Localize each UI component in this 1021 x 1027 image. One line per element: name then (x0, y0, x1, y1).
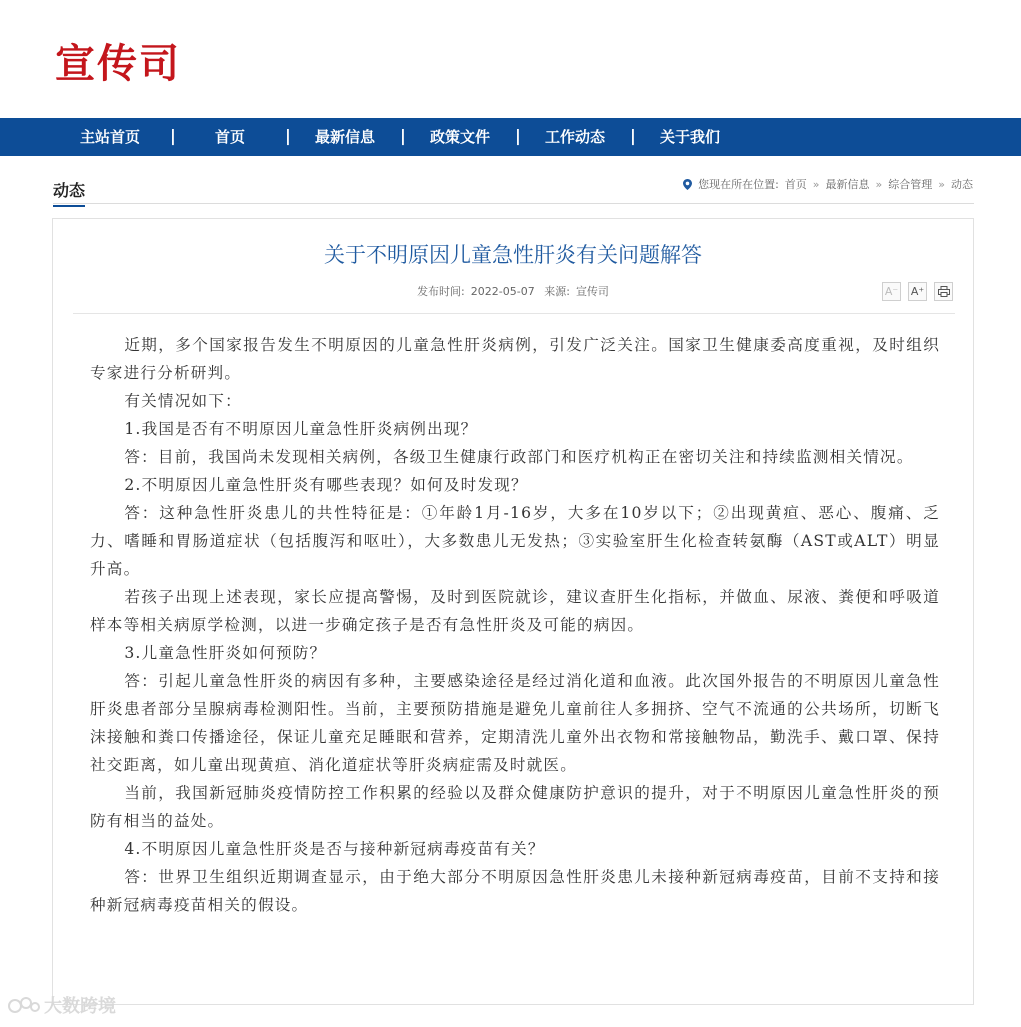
nav-item-work-news[interactable]: 工作动态 (544, 128, 605, 146)
source-label: 来源: (544, 285, 570, 298)
paragraph: 答：引起儿童急性肝炎的病因有多种，主要感染途径是经过消化道和血液。此次国外报告的不明原因儿童急性肝炎患者部分呈腺病毒检测阳性。当前，主要预防措施是避免儿童前往人多拥挤、空气不流通的公共场所，切断飞沫接触和粪口传播途径，保证儿童充足睡眠和营养，定期清洗儿童外出衣物和常接触物品，勤洗手、戴口罩、保持社交距离，如儿童出现黄疸、消化道症状等肝炎病症需及时就医。 (90, 672, 940, 774)
breadcrumb-item-latest[interactable]: 最新信息 (825, 178, 870, 191)
publish-date: 2022-05-07 (470, 285, 535, 298)
section-divider (53, 203, 974, 204)
watermark-text: 大数跨境 (44, 996, 116, 1017)
nav-item-latest[interactable]: 最新信息 (314, 128, 375, 146)
breadcrumb-prefix: 您现在所在位置: (698, 178, 779, 191)
nav-separator: | (285, 126, 291, 145)
watermark (8, 992, 116, 1018)
paragraph: 近期，多个国家报告发生不明原因的儿童急性肝炎病例，引发广泛关注。国家卫生健康委高度重视，及时组织专家进行分析研判。 (90, 336, 940, 382)
print-button[interactable] (934, 282, 953, 301)
paragraph: 1.我国是否有不明原因儿童急性肝炎病例出现？ (124, 420, 478, 438)
main-nav (0, 118, 1021, 156)
paragraph: 答：世界卫生组织近期调查显示，由于绝大部分不明原因急性肝炎患儿未接种新冠病毒疫苗，目前不支持和接种新冠病毒疫苗相关的假设。 (90, 868, 940, 914)
paragraph: 当前，我国新冠肺炎疫情防控工作积累的经验以及群众健康防护意识的提升，对于不明原因儿童急性肝炎的预防有相当的益处。 (90, 784, 940, 830)
breadcrumb (683, 176, 973, 192)
nav-separator: | (170, 126, 176, 145)
paragraph: 2.不明原因儿童急性肝炎有哪些表现？如何及时发现？ (124, 476, 528, 494)
meta-divider (73, 313, 955, 314)
breadcrumb-item-current: 动态 (951, 178, 973, 191)
paragraph: 答：这种急性肝炎患儿的共性特征是：①年龄1月-16岁，大多在10岁以下；②出现黄疸、恶心、腹痛、乏力、嗜睡和胃肠道症状（包括腹泻和呕吐），大多数患儿无发热；③实验室肝生化检查转氨酶（AST或ALT）明显升高。 (90, 504, 940, 578)
breadcrumb-separator: » (875, 177, 883, 191)
site-header (0, 0, 1021, 118)
paragraph: 若孩子出现上述表现，家长应提高警惕，及时到医院就诊，建议查肝生化指标，并做血、尿液、粪便和呼吸道样本等相关病原学检测，以进一步确定孩子是否有急性肝炎及可能的病因。 (90, 588, 940, 634)
date-label: 发布时间: (417, 285, 465, 298)
article-source: 宣传司 (575, 285, 609, 298)
nav-item-home[interactable]: 首页 (214, 128, 245, 146)
paragraph: 有关情况如下： (124, 392, 242, 410)
article-meta (53, 283, 973, 299)
watermark-logo-icon (8, 996, 40, 1014)
nav-separator: | (400, 126, 406, 145)
location-pin-icon (683, 179, 692, 190)
article-body (90, 331, 940, 919)
article-tools (882, 282, 953, 301)
font-smaller-button[interactable]: A⁻ (882, 282, 901, 301)
article-title: 关于不明原因儿童急性肝炎有关问题解答 (324, 243, 702, 267)
article-container (52, 218, 974, 1005)
font-larger-button[interactable]: A⁺ (908, 282, 927, 301)
nav-item-policy[interactable]: 政策文件 (429, 128, 490, 146)
breadcrumb-separator: » (938, 177, 945, 191)
paragraph: 4.不明原因儿童急性肝炎是否与接种新冠病毒疫苗有关？ (124, 840, 545, 858)
print-icon (938, 286, 950, 297)
breadcrumb-separator: » (812, 177, 820, 191)
nav-separator: | (630, 126, 636, 145)
nav-separator: | (515, 126, 521, 145)
paragraph: 3.儿童急性肝炎如何预防？ (124, 644, 327, 662)
section-title: 动态 (53, 178, 85, 207)
site-logo[interactable]: 宣传司 (55, 41, 181, 87)
breadcrumb-item-home[interactable]: 首页 (784, 178, 807, 191)
paragraph: 答：目前，我国尚未发现相关病例，各级卫生健康行政部门和医疗机构正在密切关注和持续监测相关情况。 (124, 448, 914, 466)
nav-item-main-home[interactable]: 主站首页 (79, 128, 140, 146)
breadcrumb-item-general[interactable]: 综合管理 (888, 178, 933, 191)
nav-item-about[interactable]: 关于我们 (659, 128, 720, 146)
